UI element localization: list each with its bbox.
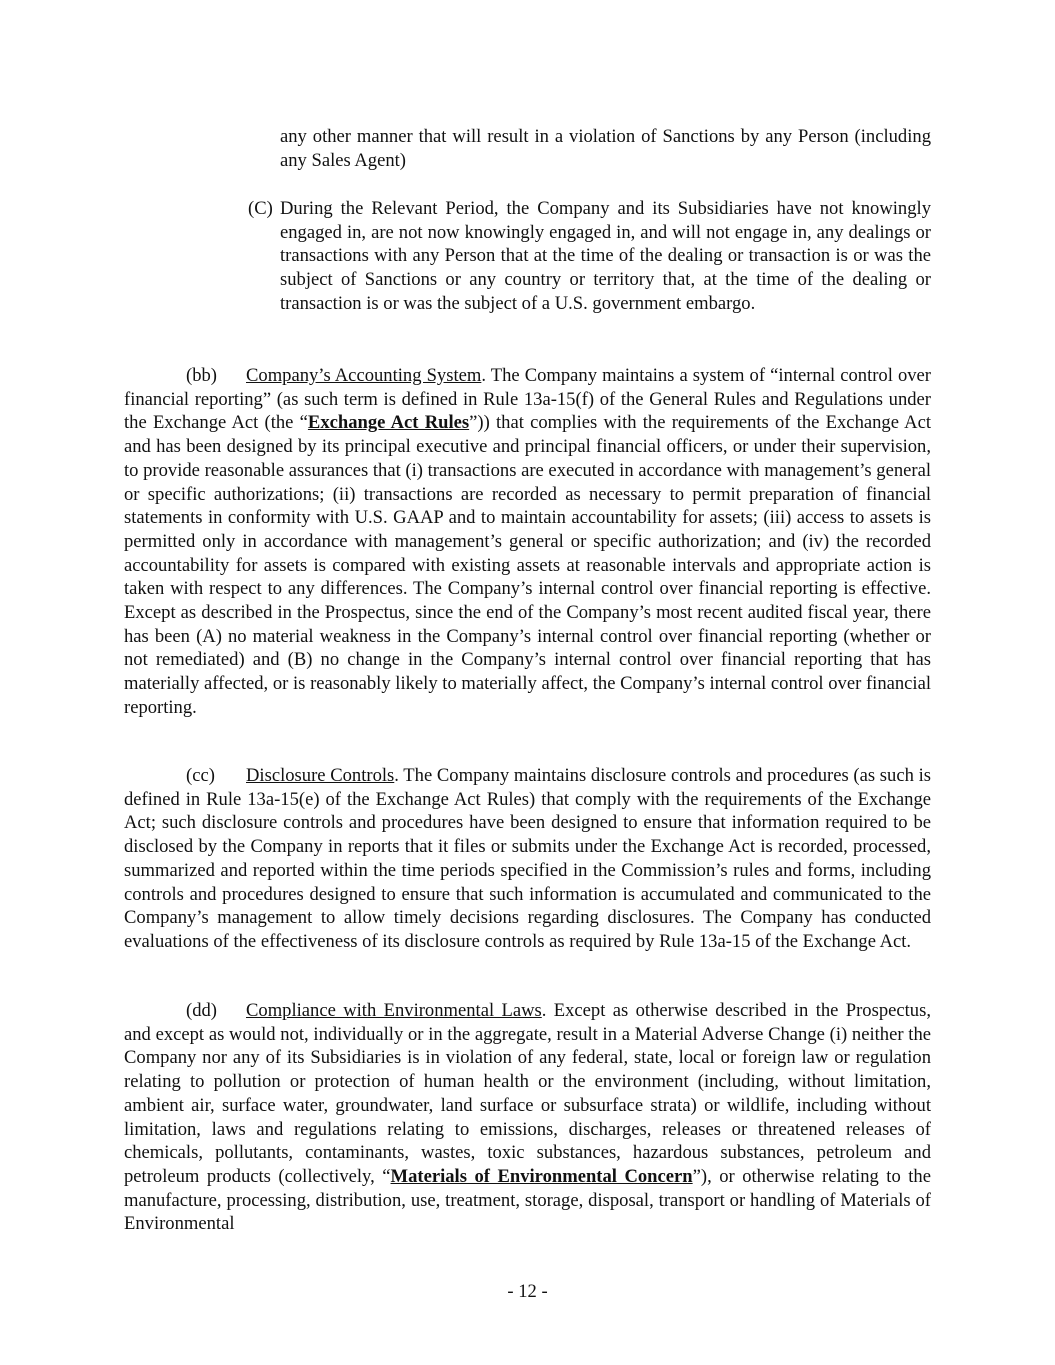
item-c-label: (C) <box>248 198 273 219</box>
section-cc <box>124 764 931 954</box>
section-dd-text-2: ”), or otherwise relating to the manufacture, processing, distribution, use, treatment, storage, disposal, transport or handling of Materials of Environmental <box>124 1165 931 1235</box>
section-dd-text-1: . Except as otherwise described in the Prospectus, and except as would not, individually or in the aggregate, result in a Material Adverse Change (i) neither the Company nor any of its Subsidiaries is in violation of any federal, state, local or foreign law or regulation relating to pollution or protection of human health or the environment (including, without limitation, ambient air, surface water, groundwater, land surface or subsurface strata) or wildlife, including without limitation, laws and regulations relating to emissions, discharges, releases or threatened releases of chemicals, pollutants, contaminants, wastes, toxic substances, hazardous substances, petroleum and petroleum products (collectively, “ <box>124 1000 931 1187</box>
section-cc-heading: Disclosure Controls <box>246 765 395 786</box>
section-cc-number: (cc) <box>186 765 215 786</box>
section-dd-defined-term: Materials of Environmental Concern <box>390 1165 693 1187</box>
continuation-text: any other manner that will result in a violation of Sanctions by any Person (including any Sales Agent) <box>280 126 931 171</box>
section-bb-heading: Company’s Accounting System <box>246 365 482 386</box>
section-dd-heading: Compliance with Environmental Laws <box>246 1000 542 1021</box>
item-c <box>248 197 931 316</box>
section-bb <box>124 364 931 720</box>
section-cc-text: . The Company maintains disclosure controls and procedures (as such is defined in Rule 13a-15(e) of the Exchange Act Rules) that comply with the requirements of the Exchange Act; such disclosure controls and procedures have been designed to ensure that information required to be disclosed by the Company in reports that it files or submits under the Exchange Act is recorded, processed, summarized and reported within the time periods specified in the Commission’s rules and forms, including controls and procedures designed to ensure that such information is accumulated and communicated to the Company’s management to allow timely decisions regarding disclosures. The Company has conducted evaluations of the effectiveness of its disclosure controls as required by Rule 13a-15 of the Exchange Act. <box>124 765 931 952</box>
section-bb-defined-term: Exchange Act Rules <box>307 412 470 434</box>
page-number: - 12 - <box>507 1281 548 1302</box>
section-bb-number: (bb) <box>186 365 217 386</box>
section-bb-text-1: . The Company maintains a system of “internal control over financial reporting” (as such term is defined in Rule 13a-15(f) of the General Rules and Regulations under the Exchange Act (the “ <box>124 365 932 434</box>
section-dd-number: (dd) <box>186 1000 217 1021</box>
section-bb-text-2: ”)) that complies with the requirements of the Exchange Act and has been designed by its principal executive and principal financial officers, or under their supervision, to provide reasonable assurances that (i) transactions are executed in accordance with management’s general or specific authorizations; (ii) transactions are recorded as necessary to permit preparation of financial statements in conformity with U.S. GAAP and to maintain accountability for assets; (iii) access to assets is permitted only in accordance with management’s general or specific authorization; and (iv) the recorded accountability for assets is compared with existing assets at reasonable intervals and appropriate action is taken with respect to any differences. The Company’s internal control over financial reporting is effective. Except as described in the Prospectus, since the end of the Company’s most recent audited fiscal year, there has been (A) no material weakness in the Company’s internal control over financial reporting (whether or not remediated) and (B) no change in the Company’s internal control over financial reporting that has materially affected, or is reasonably likely to materially affect, the Company’s internal control over financial reporting. <box>124 412 932 718</box>
item-c-text: During the Relevant Period, the Company and its Subsidiaries have not knowingly engaged in, are not now knowingly engaged in, and will not engage in, any dealings or transactions with any Person that at the time of the dealing or transaction is or was the subject of Sanctions or any country or territory that, at the time of the dealing or transaction is or was the subject of a U.S. government embargo. <box>280 198 931 314</box>
section-dd <box>124 999 931 1236</box>
